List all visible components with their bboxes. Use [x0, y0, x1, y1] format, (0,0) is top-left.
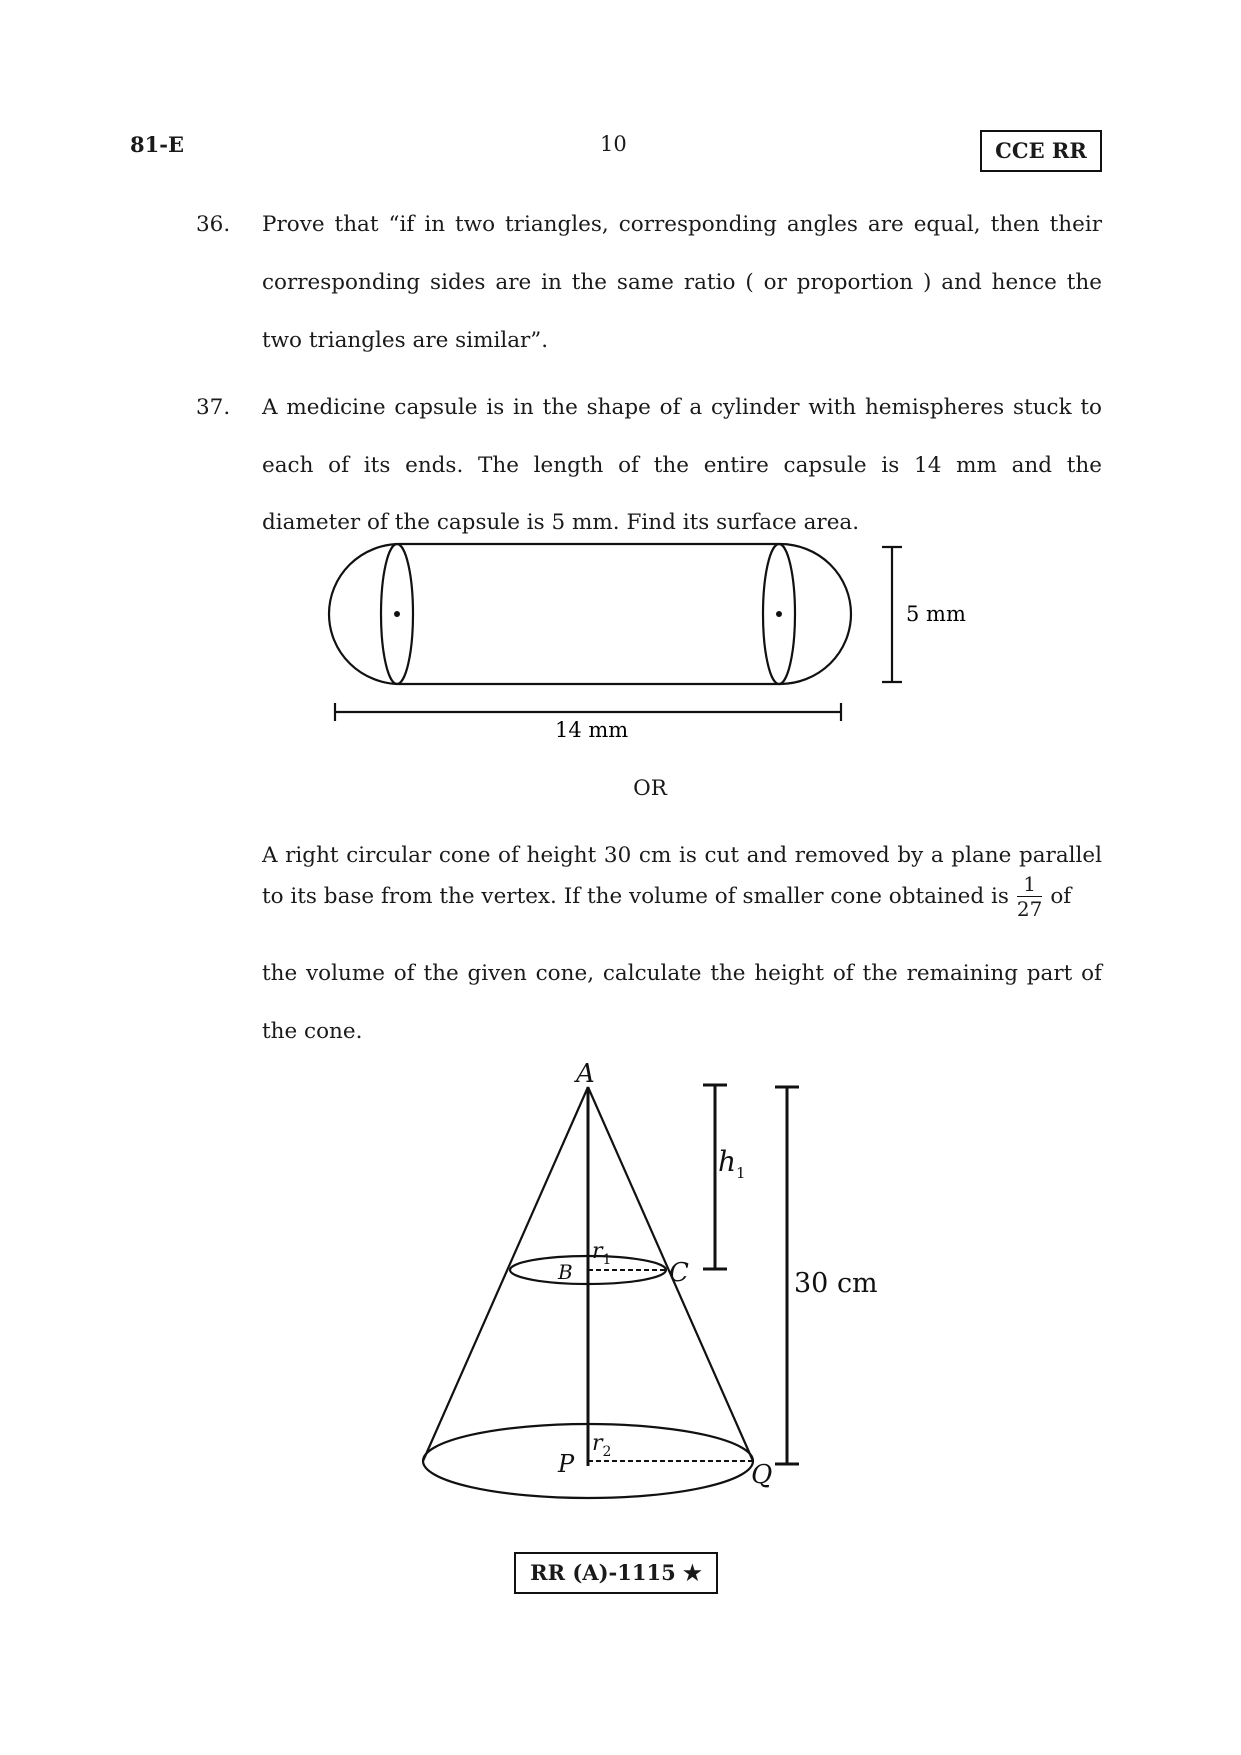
volume-fraction	[1017, 872, 1042, 921]
label-vertex-a: A	[576, 1059, 595, 1089]
alt-question-line-3: the volume of the given cone, calculate the height of the remaining part of	[262, 961, 1102, 986]
question-36-line-1: Prove that “if in two triangles, corresponding angles are equal, then their	[262, 212, 1102, 237]
alt-line-2-suffix: of	[1050, 884, 1072, 909]
series-badge: CCE RR	[980, 130, 1102, 172]
paper-code: 81-E	[130, 132, 184, 157]
diameter-label: 5 mm	[906, 602, 966, 626]
length-label: 14 mm	[555, 718, 629, 742]
alt-question-line-1: A right circular cone of height 30 cm is cut and removed by a plane parallel	[262, 843, 1102, 868]
alt-question-line-2	[262, 872, 1102, 921]
fraction-denominator: 27	[1016, 897, 1043, 921]
fraction-numerator: 1	[1017, 872, 1042, 897]
label-b: B	[558, 1260, 573, 1284]
left-hemisphere	[329, 544, 400, 684]
question-36-number: 36.	[196, 212, 231, 237]
cone-figure	[400, 1045, 920, 1520]
label-r1	[592, 1239, 611, 1268]
alt-question-line-4: the cone.	[262, 1019, 363, 1044]
question-37-line-2: each of its ends. The length of the entire capsule is 14 mm and the	[262, 453, 1102, 478]
label-h1	[718, 1145, 746, 1182]
label-p: P	[558, 1450, 575, 1478]
question-37-number: 37.	[196, 395, 231, 420]
label-r1-main: r	[592, 1239, 603, 1264]
question-36-line-3: two triangles are similar”.	[262, 328, 549, 353]
page-number: 10	[600, 132, 627, 156]
label-r2-sub: 2	[602, 1444, 612, 1460]
capsule-figure	[320, 535, 980, 750]
question-37-line-3: diameter of the capsule is 5 mm. Find its surface area.	[262, 510, 860, 535]
label-h1-sub: 1	[736, 1164, 746, 1182]
label-c: C	[669, 1258, 689, 1288]
label-h1-main: h	[718, 1145, 737, 1178]
label-r1-sub: 1	[602, 1252, 612, 1268]
right-center-dot	[776, 611, 782, 617]
alt-line-2-text: to its base from the vertex. If the volume of smaller cone obtained is	[262, 884, 1009, 909]
left-center-dot	[394, 611, 400, 617]
question-36-line-2: corresponding sides are in the same ratio ( or proportion ) and hence the	[262, 270, 1102, 295]
label-q: Q	[751, 1460, 773, 1490]
question-37-line-1: A medicine capsule is in the shape of a cylinder with hemispheres stuck to	[262, 395, 1102, 420]
label-r2-main: r	[592, 1431, 603, 1456]
label-r2	[592, 1431, 611, 1460]
height-label: 30 cm	[794, 1268, 878, 1299]
footer-code: RR (A)-1115 ★	[514, 1552, 718, 1594]
or-separator: OR	[633, 776, 667, 801]
